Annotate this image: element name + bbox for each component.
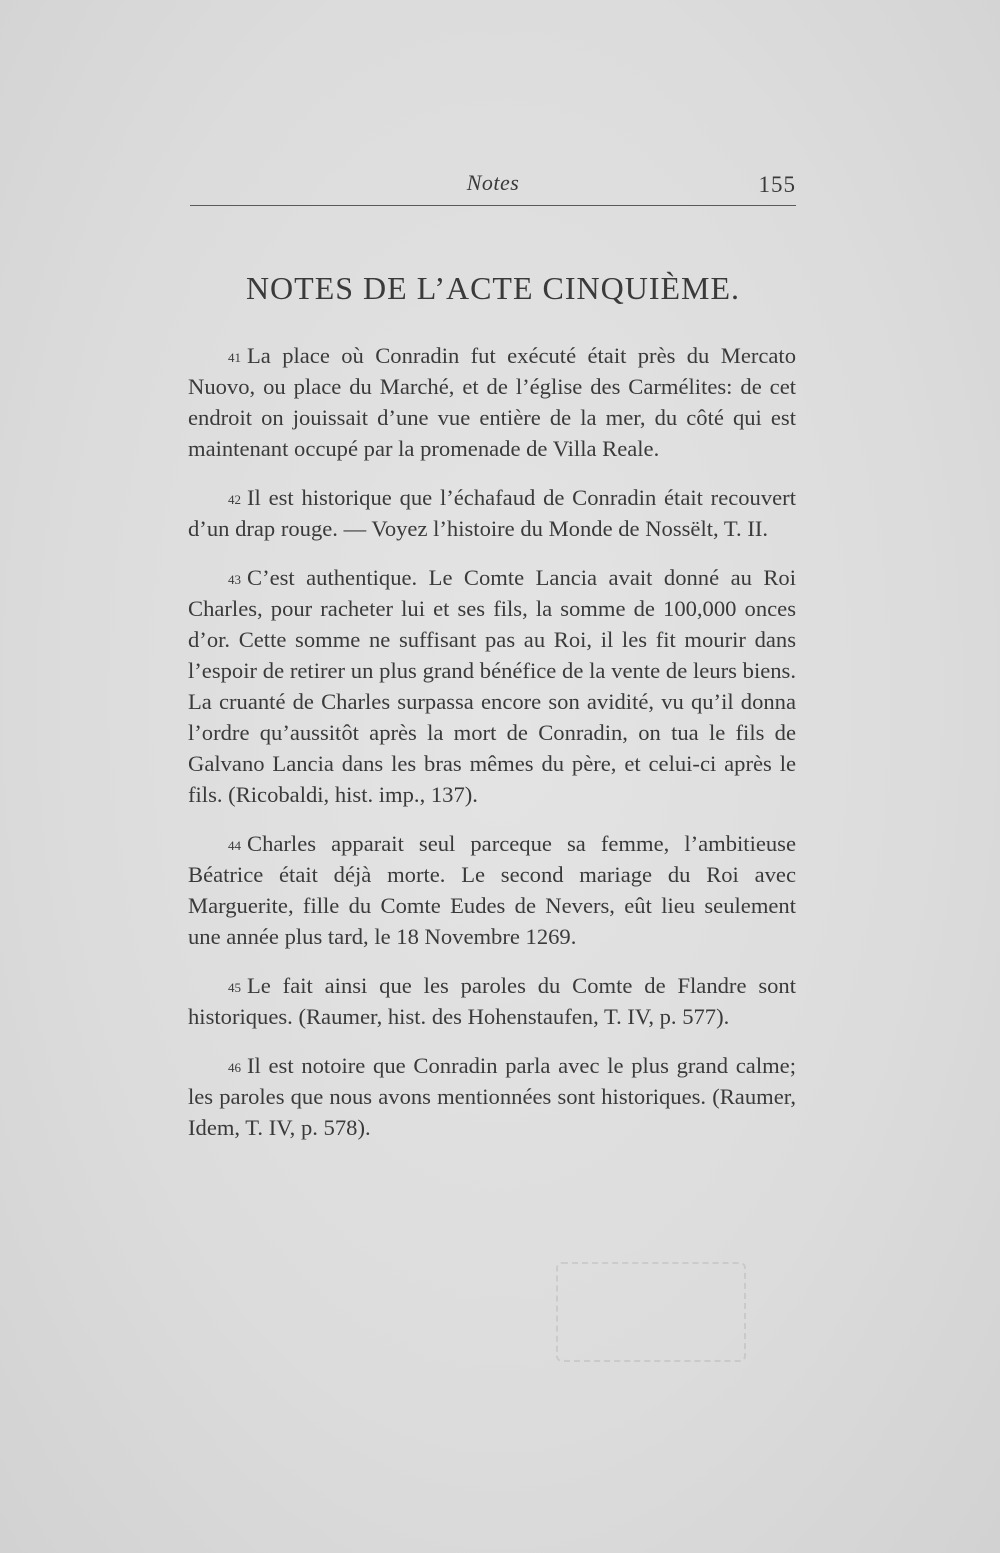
note-text: Le fait ainsi que les paroles du Comte de Flandre sont historiques. (Raumer, hist. des Hohenstaufen, T. IV, p. 577). [188, 973, 796, 1029]
page-number: 155 [758, 172, 796, 197]
note-text: C’est authentique. Le Comte Lancia avait donné au Roi Charles, pour racheter lui et ses fils, la somme de 100,000 onces d’or. Cette somme ne suffisant pas au Roi, il les fit mourir dans l’espoir de retirer un plus grand bénéfice de la vente de leurs biens. La cruanté de Charles surpassa encore son avidité, vu qu’il donna l’ordre qu’aussitôt après la mort de Conradin, on tua le fils de Galvano Lancia dans les bras mêmes du père, et celui-ci après le fils. (Ricobaldi, hist. imp., 137). [188, 565, 796, 807]
note-41 [188, 340, 796, 464]
faded-library-stamp [556, 1262, 746, 1362]
note-number: 43 [228, 572, 241, 587]
note-number: 45 [228, 980, 241, 995]
running-title: Notes [466, 170, 520, 195]
note-text: Il est notoire que Conradin parla avec le plus grand calme; les paroles que nous avons mentionnées sont historiques. (Raumer, Idem, T. IV, p. 578). [188, 1053, 796, 1140]
note-number: 46 [228, 1060, 241, 1075]
header-rule [190, 205, 796, 206]
note-number: 44 [228, 838, 241, 853]
note-text: Il est historique que l’échafaud de Conradin était recouvert d’un drap rouge. — Voyez l’histoire du Monde de Nossëlt, T. II. [188, 485, 796, 541]
note-45 [188, 970, 796, 1032]
note-44 [188, 828, 796, 952]
running-head [190, 168, 796, 202]
notes-list [188, 340, 796, 1161]
section-title: NOTES DE L’ACTE CINQUIÈME. [245, 270, 741, 306]
note-text: Charles apparait seul parceque sa femme, l’ambitieuse Béatrice était déjà morte. Le second mariage du Roi avec Marguerite, fille du Comte Eudes de Nevers, eût lieu seulement une année plus tard, le 18 Novembre 1269. [188, 831, 796, 949]
note-number: 42 [228, 492, 241, 507]
note-42 [188, 482, 796, 544]
note-text: La place où Conradin fut exécuté était près du Mercato Nuovo, ou place du Marché, et de l’église des Carmélites: de cet endroit on jouissait d’une vue entière de la mer, du côté qui est maintenant occupé par la promenade de Villa Reale. [188, 343, 796, 461]
note-number: 41 [228, 350, 241, 365]
note-46 [188, 1050, 796, 1143]
note-43 [188, 562, 796, 810]
